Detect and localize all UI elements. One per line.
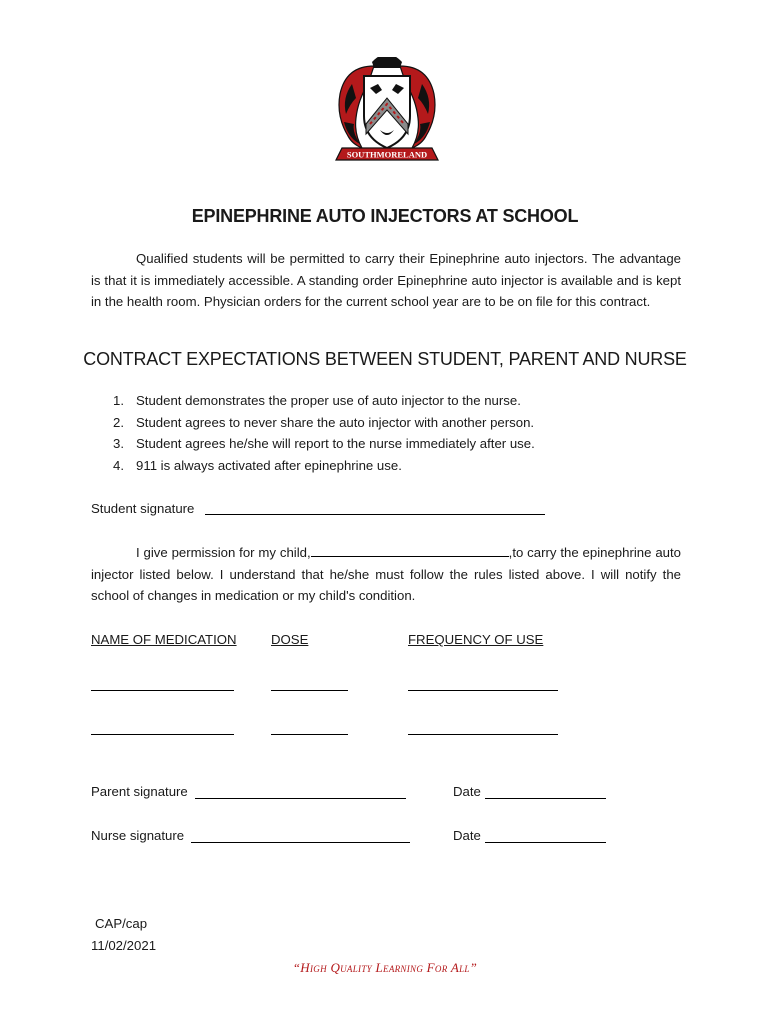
student-signature-label: Student signature	[91, 501, 195, 516]
nurse-signature-label: Nurse signature	[91, 828, 185, 843]
parent-date-field[interactable]	[485, 798, 606, 799]
intro-paragraph	[91, 248, 681, 313]
crest-banner-text: SOUTHMORELAND	[346, 149, 428, 160]
dose-column-header: DOSE	[271, 632, 309, 647]
footer-date: 11/02/2021	[91, 938, 157, 953]
permission-text-mid: ,to carry the epinephrine	[508, 545, 652, 560]
medication-field-1[interactable]	[91, 690, 234, 691]
parent-signature-field[interactable]	[195, 798, 406, 799]
nurse-date-label: Date	[453, 828, 481, 843]
medication-field-2[interactable]	[91, 734, 234, 735]
student-signature-field[interactable]	[205, 514, 545, 515]
permission-text-rest: auto injector listed below. I understand that he/she must follow the rules listed above. I will notify the school of changes in medication or my child's condition.	[91, 545, 681, 604]
school-motto: “High Quality Learning For All”	[292, 960, 478, 975]
permission-paragraph	[91, 542, 681, 607]
dose-field-2[interactable]	[271, 734, 348, 735]
medication-column-header: NAME OF MEDICATION	[91, 632, 237, 647]
parent-date-label: Date	[453, 784, 481, 799]
list-item: 2. Student agrees to never share the auto injector with another person.	[113, 414, 535, 430]
intro-text: Qualified students will be permitted to carry their Epinephrine auto injectors. The advantage is that it is immediately accessible. A standing order Epinephrine auto injector is available and is kept in the health room. Physician orders for the current school year are to be on file for this contract.	[91, 251, 681, 310]
frequency-field-2[interactable]	[408, 734, 558, 735]
nurse-date-field[interactable]	[485, 842, 606, 843]
footer-initials: CAP/cap	[95, 916, 148, 931]
list-item: 3. Student agrees he/she will report to the nurse immediately after use.	[113, 436, 535, 452]
frequency-field-1[interactable]	[408, 690, 558, 691]
parent-signature-label: Parent signature	[91, 784, 188, 799]
child-name-field[interactable]	[311, 544, 509, 557]
frequency-column-header: FREQUENCY OF USE	[408, 632, 544, 647]
rules-list	[113, 390, 535, 476]
contract-heading: CONTRACT EXPECTATIONS BETWEEN STUDENT, PARENT AND NURSE	[83, 349, 687, 369]
dose-field-1[interactable]	[271, 690, 348, 691]
nurse-signature-field[interactable]	[191, 842, 410, 843]
list-item: 4. 911 is always activated after epinephrine use.	[113, 457, 402, 473]
list-item: 1. Student demonstrates the proper use of auto injector to the nurse.	[113, 393, 521, 408]
permission-text-start: I give permission for my child,	[136, 545, 311, 560]
page-title: EPINEPHRINE AUTO INJECTORS AT SCHOOL	[191, 206, 579, 226]
school-crest-icon	[334, 44, 440, 168]
